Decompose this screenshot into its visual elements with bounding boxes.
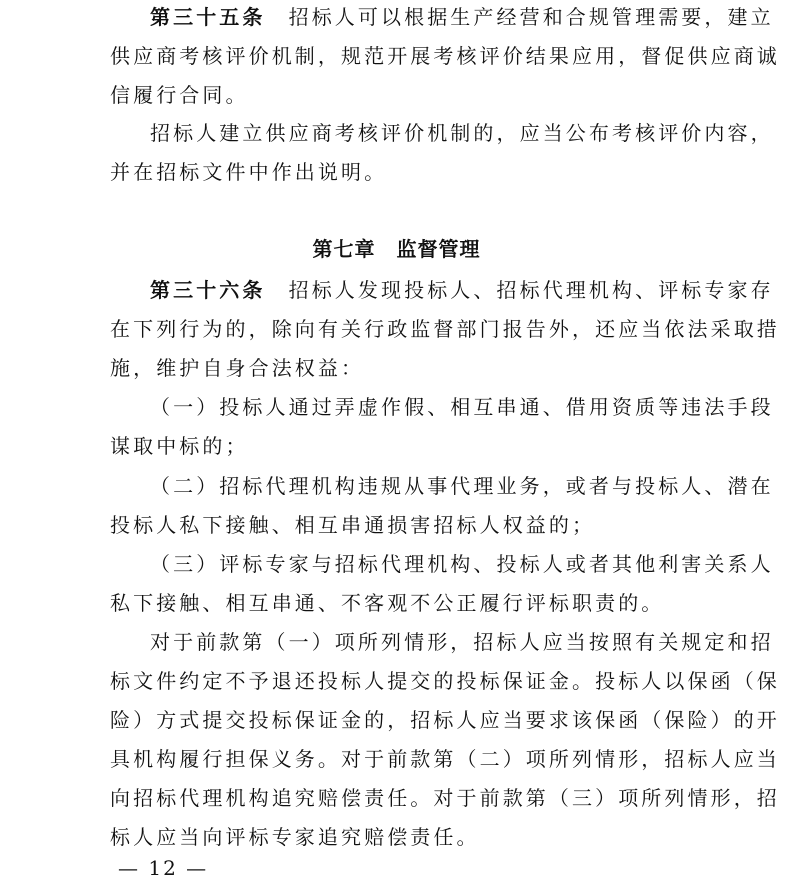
article-35-title: 第三十五条: [150, 5, 266, 29]
article-36-item-1-line-2: 谋取中标的；: [110, 434, 249, 458]
article-36-item-2-line-1: （二）招标代理机构违规从事代理业务，或者与投标人、潜在: [150, 474, 774, 498]
article-36-para-2-line-4: 具机构履行担保义务。对于前款第（二）项所列情形，招标人应当: [110, 747, 780, 771]
article-36-item-1-line-1: （一）投标人通过弄虚作假、相互串通、借用资质等违法手段: [150, 395, 774, 419]
article-35-line-1: [150, 5, 774, 29]
article-36-para-2-line-5: 向招标代理机构追究赔偿责任。对于前款第（三）项所列情形，招: [110, 786, 780, 810]
article-36-item-3-line-2: 私下接触、相互串通、不客观不公正履行评标职责的。: [110, 591, 665, 615]
article-36-line-1: [150, 278, 774, 302]
page-number: — 12 —: [118, 856, 209, 880]
article-35-line-2: 供应商考核评价机制，规范开展考核评价结果应用，督促供应商诚: [110, 44, 780, 68]
article-35-para-2-line-1: 招标人建立供应商考核评价机制的，应当公布考核评价内容，: [150, 121, 774, 145]
article-36-para-2-line-3: 险）方式提交投标保证金的，招标人应当要求该保函（保险）的开: [110, 708, 780, 732]
article-36-item-3-line-1: （三）评标专家与招标代理机构、投标人或者其他利害关系人: [150, 552, 774, 576]
article-36-text-1: 招标人发现投标人、招标代理机构、评标专家存: [288, 278, 774, 302]
article-36-title: 第三十六条: [150, 278, 266, 302]
article-36-para-2-line-6: 标人应当向评标专家追究赔偿责任。: [110, 825, 480, 849]
article-36-line-2: 在下列行为的，除向有关行政监督部门报告外，还应当依法采取措: [110, 317, 780, 341]
article-35-para-2-line-2: 并在招标文件中作出说明。: [110, 160, 388, 184]
chapter-heading: 第七章 监督管理: [312, 237, 481, 261]
article-36-para-2-line-1: 对于前款第（一）项所列情形，招标人应当按照有关规定和招: [150, 630, 774, 654]
article-36-para-2-line-2: 标文件约定不予退还投标人提交的投标保证金。投标人以保函（保: [110, 669, 780, 693]
article-35-line-3: 信履行合同。: [110, 83, 249, 107]
article-36-item-2-line-2: 投标人私下接触、相互串通损害招标人权益的；: [110, 513, 596, 537]
article-36-line-3: 施，维护自身合法权益：: [110, 356, 365, 380]
article-35-text-1: 招标人可以根据生产经营和合规管理需要，建立: [288, 5, 774, 29]
